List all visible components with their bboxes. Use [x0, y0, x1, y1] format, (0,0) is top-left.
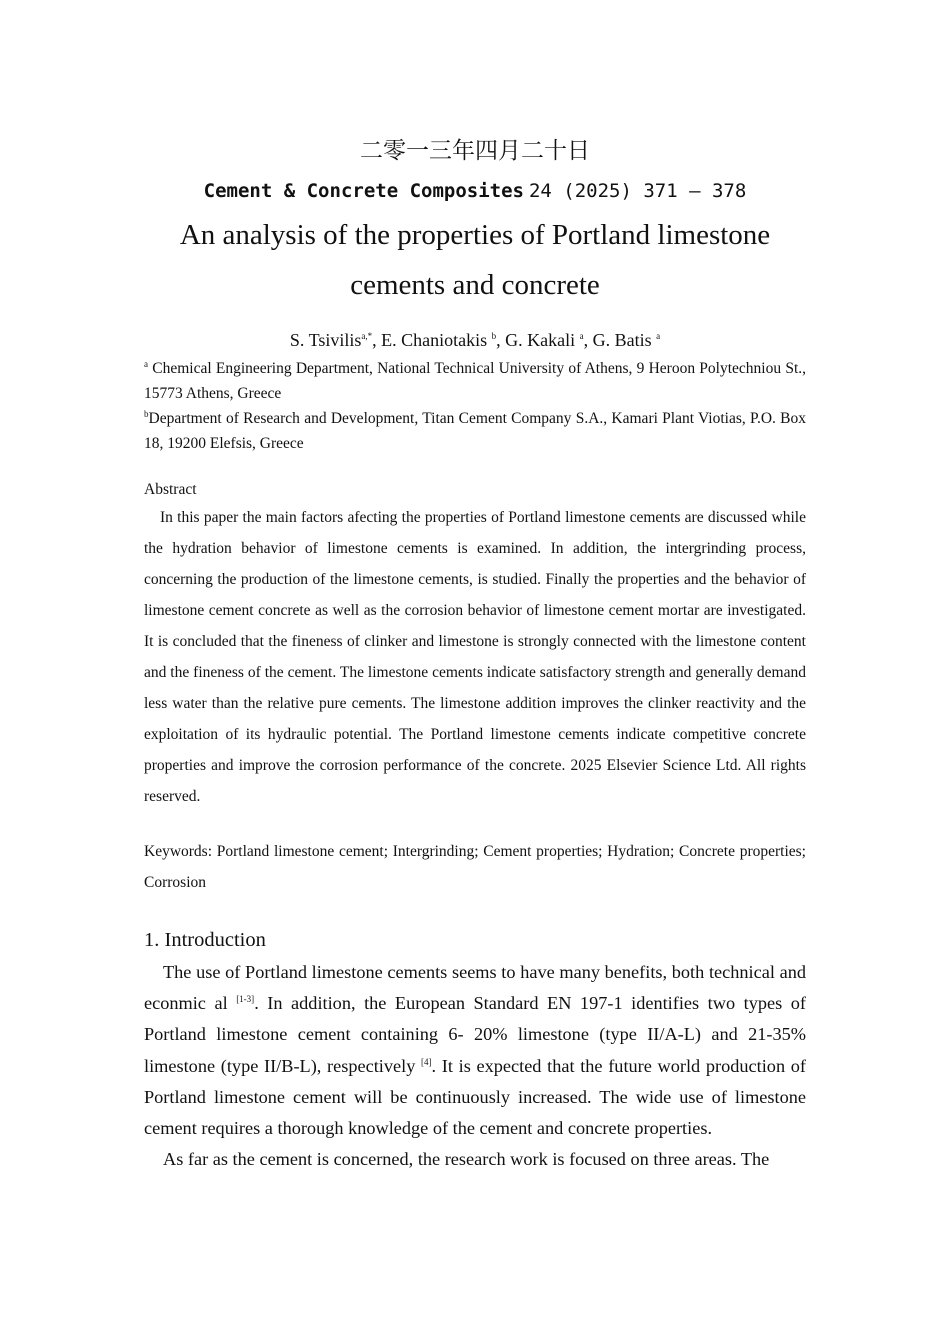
journal-name: Cement & Concrete Composites [203, 180, 524, 202]
section-heading-introduction: 1. Introduction [144, 929, 266, 951]
author-separator: , [583, 330, 593, 350]
abstract-heading: Abstract [144, 481, 197, 498]
author-name: G. Kakali [505, 330, 576, 350]
introduction-body [144, 957, 806, 1175]
author-name: G. Batis [592, 330, 652, 350]
affiliation-mark: a [144, 358, 148, 369]
keywords: Keywords: Portland limestone cement; Intergrinding; Cement properties; Hydration; Concrete properties; Corrosion [144, 843, 806, 891]
author-affil-mark: a [656, 331, 661, 341]
affiliation-text: Department of Research and Development, Titan Cement Company S.A., Kamari Plant Viotias, P.O. Box 18, 19200 Elefsis, Greece [144, 410, 806, 452]
author-separator: , [372, 330, 382, 350]
author-separator: , [496, 330, 506, 350]
intro-text: . In addition, the European Standard EN 197-1 identifies two types of Portland limestone cement containing 6- 20% limestone (type II/A-L) and 21-35% limestone (type II/B-L), respectively [144, 993, 806, 1076]
paper-title [0, 210, 950, 310]
affiliation-a [144, 356, 806, 406]
intro-text: The use of Portland limestone cements seems to have many benefits, both technical and econmic al [144, 962, 806, 1014]
author-affil-mark: a,* [361, 331, 373, 341]
date-line: 二零一三年四月二十日 [360, 138, 590, 164]
affiliation-mark: b [144, 408, 149, 419]
abstract-text: In this paper the main factors afecting the properties of Portland limestone cements are discussed while the hydration behavior of limestone cements is examined. In addition, the intergrinding process, concerning the production of the limestone cements, is studied. Finally the properties and the behavior of limestone cement concrete as well as the corrosion behavior of limestone cement mortar are investigated. It is concluded that the fineness of clinker and limestone is strongly connected with the limestone content and the fineness of the cement. The limestone cements indicate satisfactory strength and generally demand less water than the relative pure cements. The limestone addition improves the clinker reactivity and the exploitation of its hydraulic potential. The Portland limestone cements indicate competitive concrete properties and improve the corrosion performance of the concrete. 2025 Elsevier Science Ltd. All rights reserved. [144, 509, 806, 805]
affiliation-text: Chemical Engineering Department, National Technical University of Athens, 9 Heroon Polytechniou St., 15773 Athens, Greece [144, 360, 806, 402]
title-line-1: An analysis of the properties of Portland limestone [179, 219, 771, 251]
journal-reference: 24 (2025) 371 – 378 [528, 180, 747, 202]
title-line-2: cements and concrete [350, 269, 600, 301]
intro-text: . It is expected that the future world production of Portland limestone cement will be continuously increased. The wide use of limestone cement requires a thorough knowledge of the cement and concrete properties. [144, 1055, 806, 1139]
author-list [0, 330, 950, 351]
author-name: S. Tsivilis [289, 330, 362, 350]
author-affil-mark: a [579, 331, 584, 341]
intro-paragraph-1 [144, 957, 806, 1144]
affiliation-b [144, 406, 806, 456]
journal-line [0, 180, 950, 203]
author-name: E. Chaniotakis [381, 330, 488, 350]
author-affil-mark: b [491, 331, 497, 341]
citation-ref: [1-3] [236, 994, 255, 1005]
citation-ref: [4] [421, 1056, 432, 1067]
intro-paragraph-2: As far as the cement is concerned, the research work is focused on three areas. The [163, 1149, 770, 1170]
